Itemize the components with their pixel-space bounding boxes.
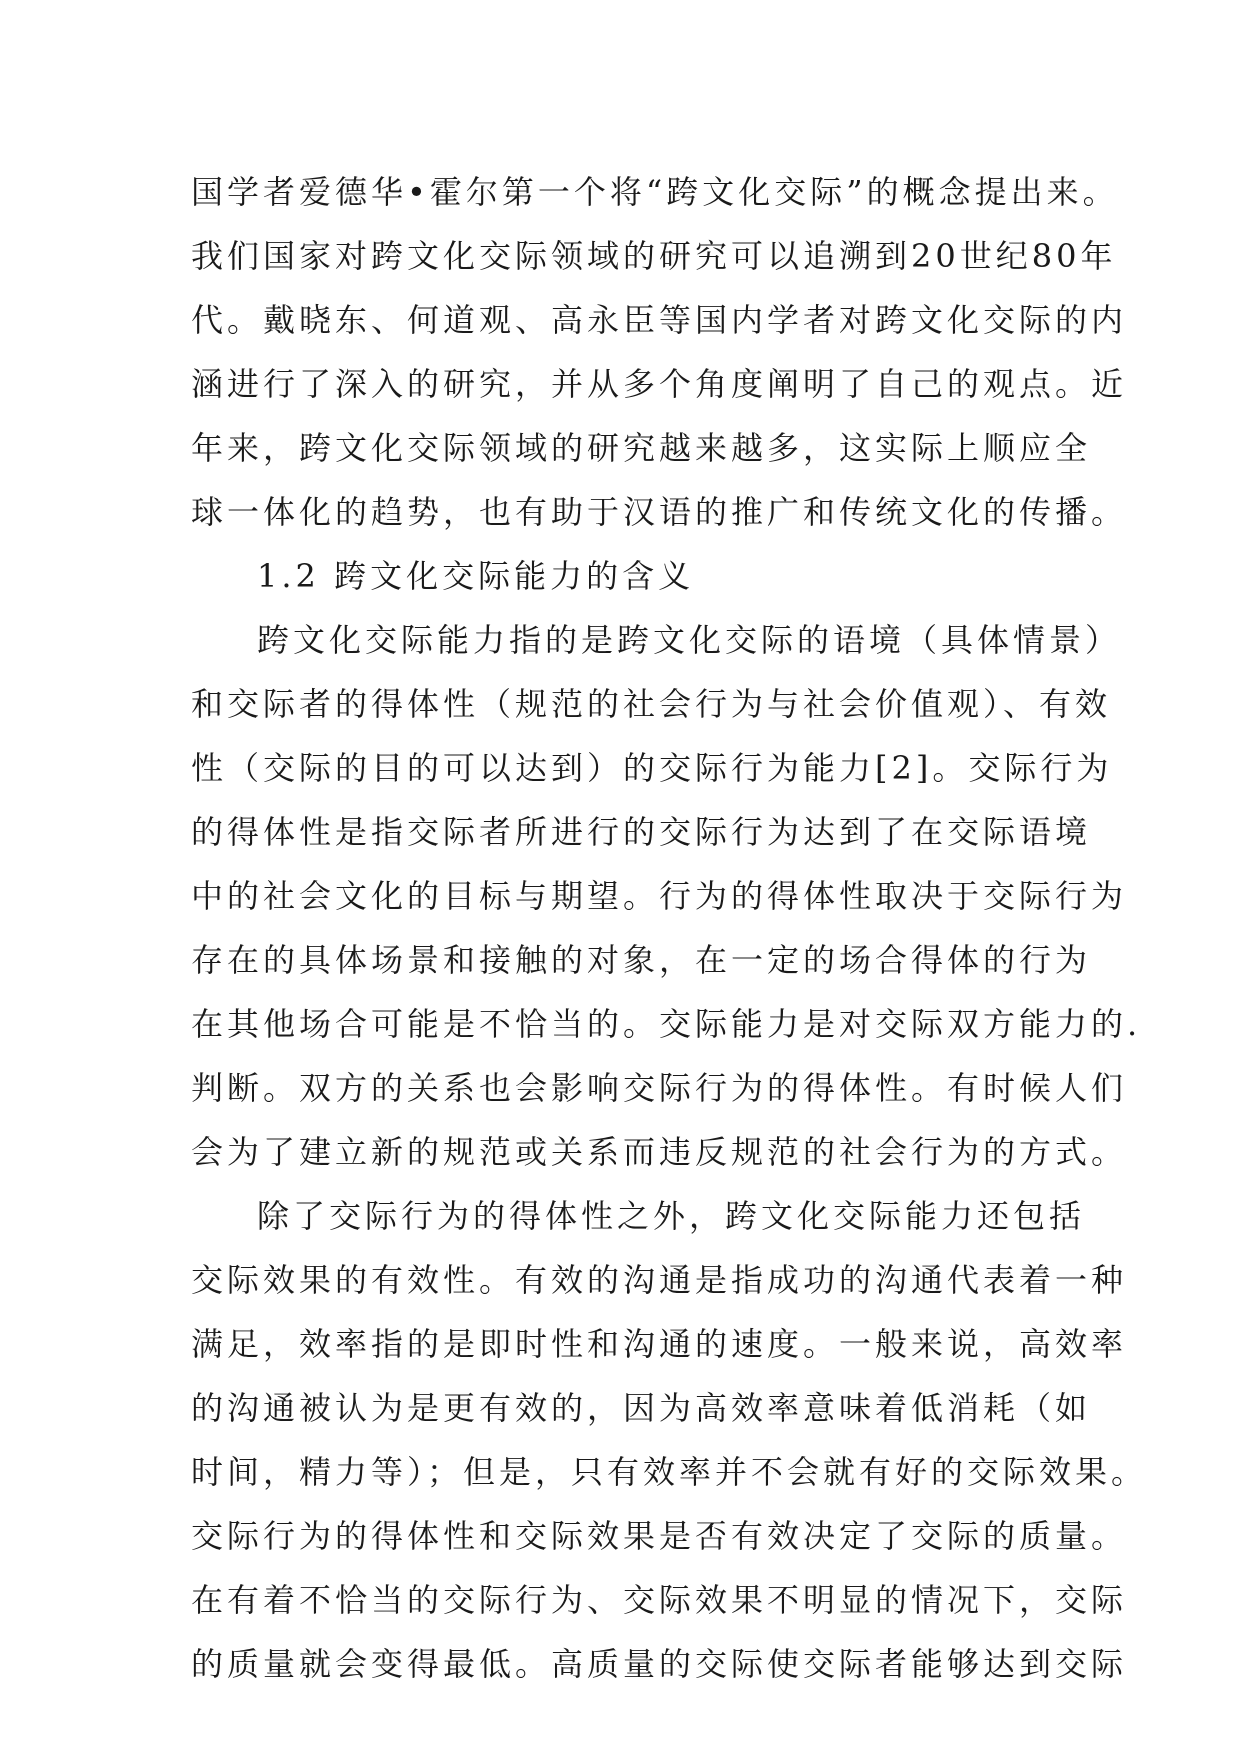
section-heading: 1.2 跨文化交际能力的含义 [257,557,695,595]
text-line: 交际效果的有效性。有效的沟通是指成功的沟通代表着一种 [191,1261,1128,1299]
text-line: 的质量就会变得最低。高质量的交际使交际者能够达到交际 [191,1645,1128,1683]
text-line: 满足，效率指的是即时性和沟通的速度。一般来说，高效率 [191,1325,1128,1363]
text-line: 球一体化的趋势，也有助于汉语的推广和传统文化的传播。 [191,493,1128,531]
text-line: 存在的具体场景和接触的对象，在一定的场合得体的行为 [191,941,1092,979]
text-line: 年来，跨文化交际领域的研究越来越多，这实际上顺应全 [191,429,1092,467]
text-line: 判断。双方的关系也会影响交际行为的得体性。有时候人们 [191,1069,1128,1107]
text-line: 会为了建立新的规范或关系而违反规范的社会行为的方式。 [191,1133,1128,1171]
text-line: 除了交际行为的得体性之外，跨文化交际能力还包括 [257,1197,1086,1235]
text-line: 性（交际的目的可以达到）的交际行为能力[2]。交际行为 [191,749,1113,787]
text-line: 在有着不恰当的交际行为、交际效果不明显的情况下，交际 [191,1581,1128,1619]
text-line: 交际行为的得体性和交际效果是否有效决定了交际的质量。 [191,1517,1128,1555]
text-line: 的得体性是指交际者所进行的交际行为达到了在交际语境 [191,813,1092,851]
body-text [191,160,1148,1696]
text-line: 和交际者的得体性（规范的社会行为与社会价值观）、有效 [191,685,1112,723]
text-line: 跨文化交际能力指的是跨文化交际的语境（具体情景） [257,621,1122,659]
text-line: 中的社会文化的目标与期望。行为的得体性取决于交际行为 [191,877,1128,915]
text-line: 在其他场合可能是不恰当的。交际能力是对交际双方能力的. [191,1005,1142,1043]
text-line: 我们国家对跨文化交际领域的研究可以追溯到20世纪80年 [191,237,1117,275]
text-line: 时间，精力等）；但是，只有效率并不会就有好的交际效果。 [191,1453,1148,1491]
text-line: 国学者爱德华•霍尔第一个将“跨文化交际”的概念提出来。 [191,173,1119,211]
text-line: 的沟通被认为是更有效的，因为高效率意味着低消耗（如 [191,1389,1092,1427]
text-line: 涵进行了深入的研究，并从多个角度阐明了自己的观点。近 [191,365,1128,403]
text-line: 代。戴晓东、何道观、高永臣等国内学者对跨文化交际的内 [191,301,1128,339]
